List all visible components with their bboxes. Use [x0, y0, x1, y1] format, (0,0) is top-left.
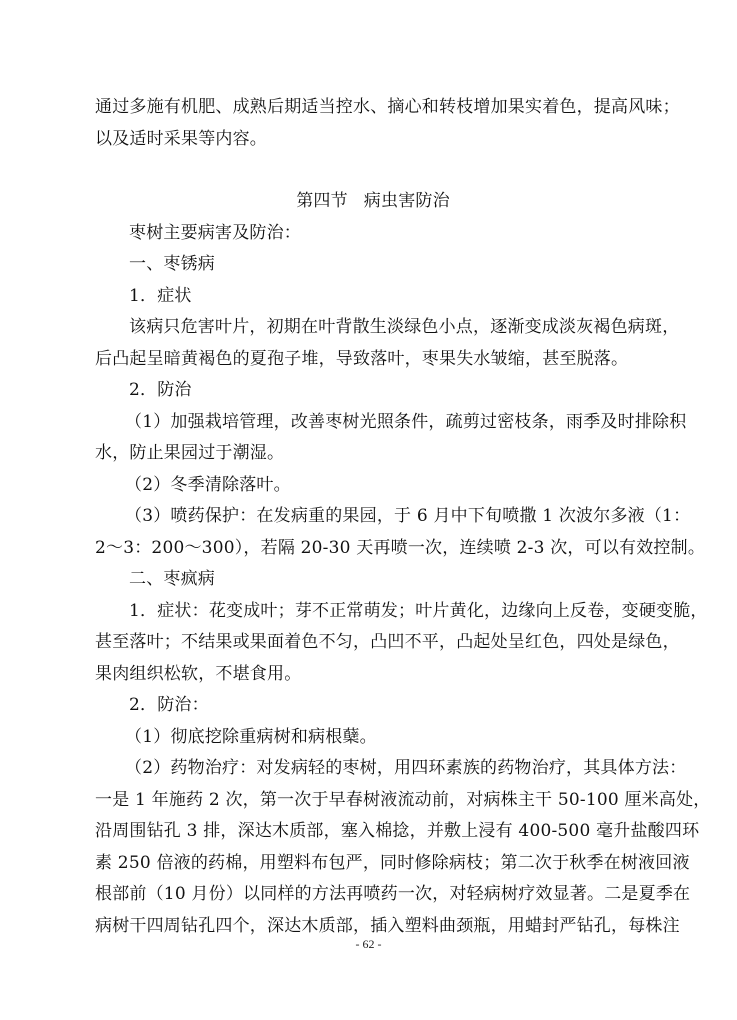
paragraph-line: 一是 1 年施药 2 次，第一次于早春树液流动前，对病株主干 50-100 厘米高处， — [95, 789, 711, 810]
subheading: 2．防治 — [129, 380, 192, 400]
subheading: 一、枣锈病 — [129, 254, 215, 274]
paragraph-line: （2）药物治疗：对发病轻的枣树，用四环素族的药物治疗，其具体方法： — [125, 758, 687, 778]
paragraph-line: （2）冬季清除落叶。 — [125, 474, 291, 495]
spacer — [95, 155, 645, 186]
subheading: 二、枣疯病 — [129, 569, 215, 589]
paragraph-line: 1．症状：花变成叶；芽不正常萌发；叶片黄化，边缘向上反卷，变硬变脆， — [129, 600, 708, 621]
page-number: - 62 - — [355, 937, 382, 951]
paragraph-line: 素 250 倍液的药棉，用塑料布包严，同时修除病枝；第二次于秋季在树液回液 — [95, 852, 690, 873]
paragraph-line: 通过多施有机肥、成熟后期适当控水、摘心和转枝增加果实着色，提高风味； — [95, 97, 680, 117]
page-content — [95, 92, 711, 942]
paragraph-line: （1）彻底挖除重病树和病根蘖。 — [125, 726, 377, 747]
section-heading — [95, 186, 645, 218]
paragraph-line: 以及适时采果等内容。 — [95, 128, 267, 149]
paragraph-line: （1）加强栽培管理，改善枣树光照条件，疏剪过密枝条，雨季及时排除积 — [125, 411, 687, 432]
paragraph-line: 根部前（10 月份）以同样的方法再喷药一次，对轻病树疗效显著。二是夏季在 — [95, 884, 691, 904]
paragraph-line: （3）喷药保护：在发病重的果园，于 6 月中下旬喷撒 1 次波尔多液（1： — [125, 506, 691, 526]
paragraph-line: 2～3：200～300），若隔 20-30 天再喷一次，连续喷 2-3 次，可以有效控制。 — [95, 537, 706, 558]
paragraph-line: 水，防止果园过于潮湿。 — [95, 443, 285, 463]
section-number: 第四节 — [296, 191, 348, 211]
subheading: 2．防治： — [129, 695, 209, 715]
paragraph-line: 甚至落叶；不结果或果面着色不匀，凸凹不平，凸起处呈红色，四处是绿色， — [95, 632, 680, 652]
paragraph-line: 后凸起呈暗黄褐色的夏孢子堆，导致落叶，枣果失水皱缩，甚至脱落。 — [95, 348, 629, 369]
section-title: 病虫害防治 — [363, 191, 450, 211]
paragraph-line: 该病只危害叶片，初期在叶背散生淡绿色小点，逐渐变成淡灰褐色病斑， — [129, 317, 680, 337]
paragraph-line: 果肉组织松软，不堪食用。 — [95, 663, 302, 684]
paragraph-line: 枣树主要病害及防治： — [129, 222, 301, 243]
subheading: 1．症状 — [129, 285, 192, 306]
paragraph-line: 病树干四周钻孔四个，深达木质部，插入塑料曲颈瓶，用蜡封严钻孔，每株注 — [95, 915, 680, 936]
paragraph-line: 沿周围钻孔 3 排，深达木质部，塞入棉捻，并敷上浸有 400-500 毫升盐酸四环 — [95, 821, 700, 841]
